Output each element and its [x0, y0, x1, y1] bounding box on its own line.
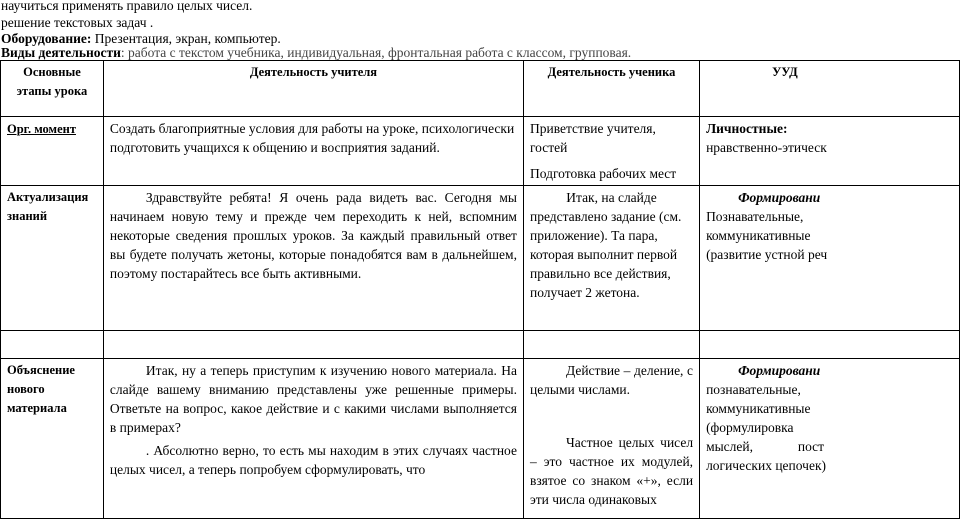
stage-cell: Орг. момент [1, 117, 104, 186]
lesson-plan-table [0, 60, 960, 519]
task-line: решение текстовых задач . [1, 15, 154, 30]
teacher-cell: Создать благоприятные условия для работы на уроке, психологически подготовить учащихся к общению и восприятия заданий. [103, 117, 523, 186]
table-row [1, 117, 960, 186]
table-row-empty [1, 331, 960, 359]
uud-cell: Личностные: нравственно-этическ [700, 117, 960, 186]
table-header-row [1, 61, 960, 117]
goal-line: научиться применять правило целых чисел. [1, 0, 253, 13]
uud-cell: Формировани Познавательные, коммуникативные (развитие устной реч [700, 186, 960, 331]
teacher-cell: Итак, ну а теперь приступим к изучению нового материала. На слайде вашему вниманию представлены уже решенные примеры. Ответьте на вопрос, какое действие и с какими числами выполняется в примерах? . Абсолютно верно, то есть мы находим в этих случаях частное целых чисел, а теперь попробуем сформулировать, что [103, 359, 523, 519]
header-teacher: Деятельность учителя [103, 61, 523, 117]
stage-cell: Объяснение нового материала [1, 359, 104, 519]
activities-value: : работа с текстом учебника, индивидуальная, фронтальная работа с классом, групповая. [120, 45, 632, 60]
header-stage: Основные этапы урока [1, 61, 104, 117]
activities-line [1, 45, 631, 61]
equipment-label: Оборудование: [1, 31, 92, 46]
stage-cell: Актуализация знаний [1, 186, 104, 331]
equipment-value: Презентация, экран, компьютер. [91, 31, 281, 46]
header-student: Деятельность ученика [523, 61, 699, 117]
uud-cell: Формировани познавательные, коммуникативные (формулировка мыслей, пост логических цепочек) [700, 359, 960, 519]
table-row [1, 359, 960, 519]
header-uud: УУД [700, 61, 960, 117]
student-cell: Итак, на слайде представлено задание (см. приложение). Та пара, которая выполнит первой правильно все действия, получает 2 жетона. [523, 186, 699, 331]
teacher-cell: Здравствуйте ребята! Я очень рада видеть вас. Сегодня мы начинаем новую тему и прежде чем переходить к ней, вспомним некоторые сведения прошлых уроков. За каждый правильный ответ вы будете получать жетоны, которые понадобятся вам в дальнейшем, поэтому постарайтесь все быть активными. [103, 186, 523, 331]
activities-label: Виды деятельности [1, 45, 121, 60]
student-cell: Приветствие учителя, гостей Подготовка рабочих мест [523, 117, 699, 186]
student-cell: Действие – деление, с целыми числами. Частное целых чисел – это частное их модулей, взятое со знаком «+», если эти числа одинаковых [523, 359, 699, 519]
table-row [1, 186, 960, 331]
